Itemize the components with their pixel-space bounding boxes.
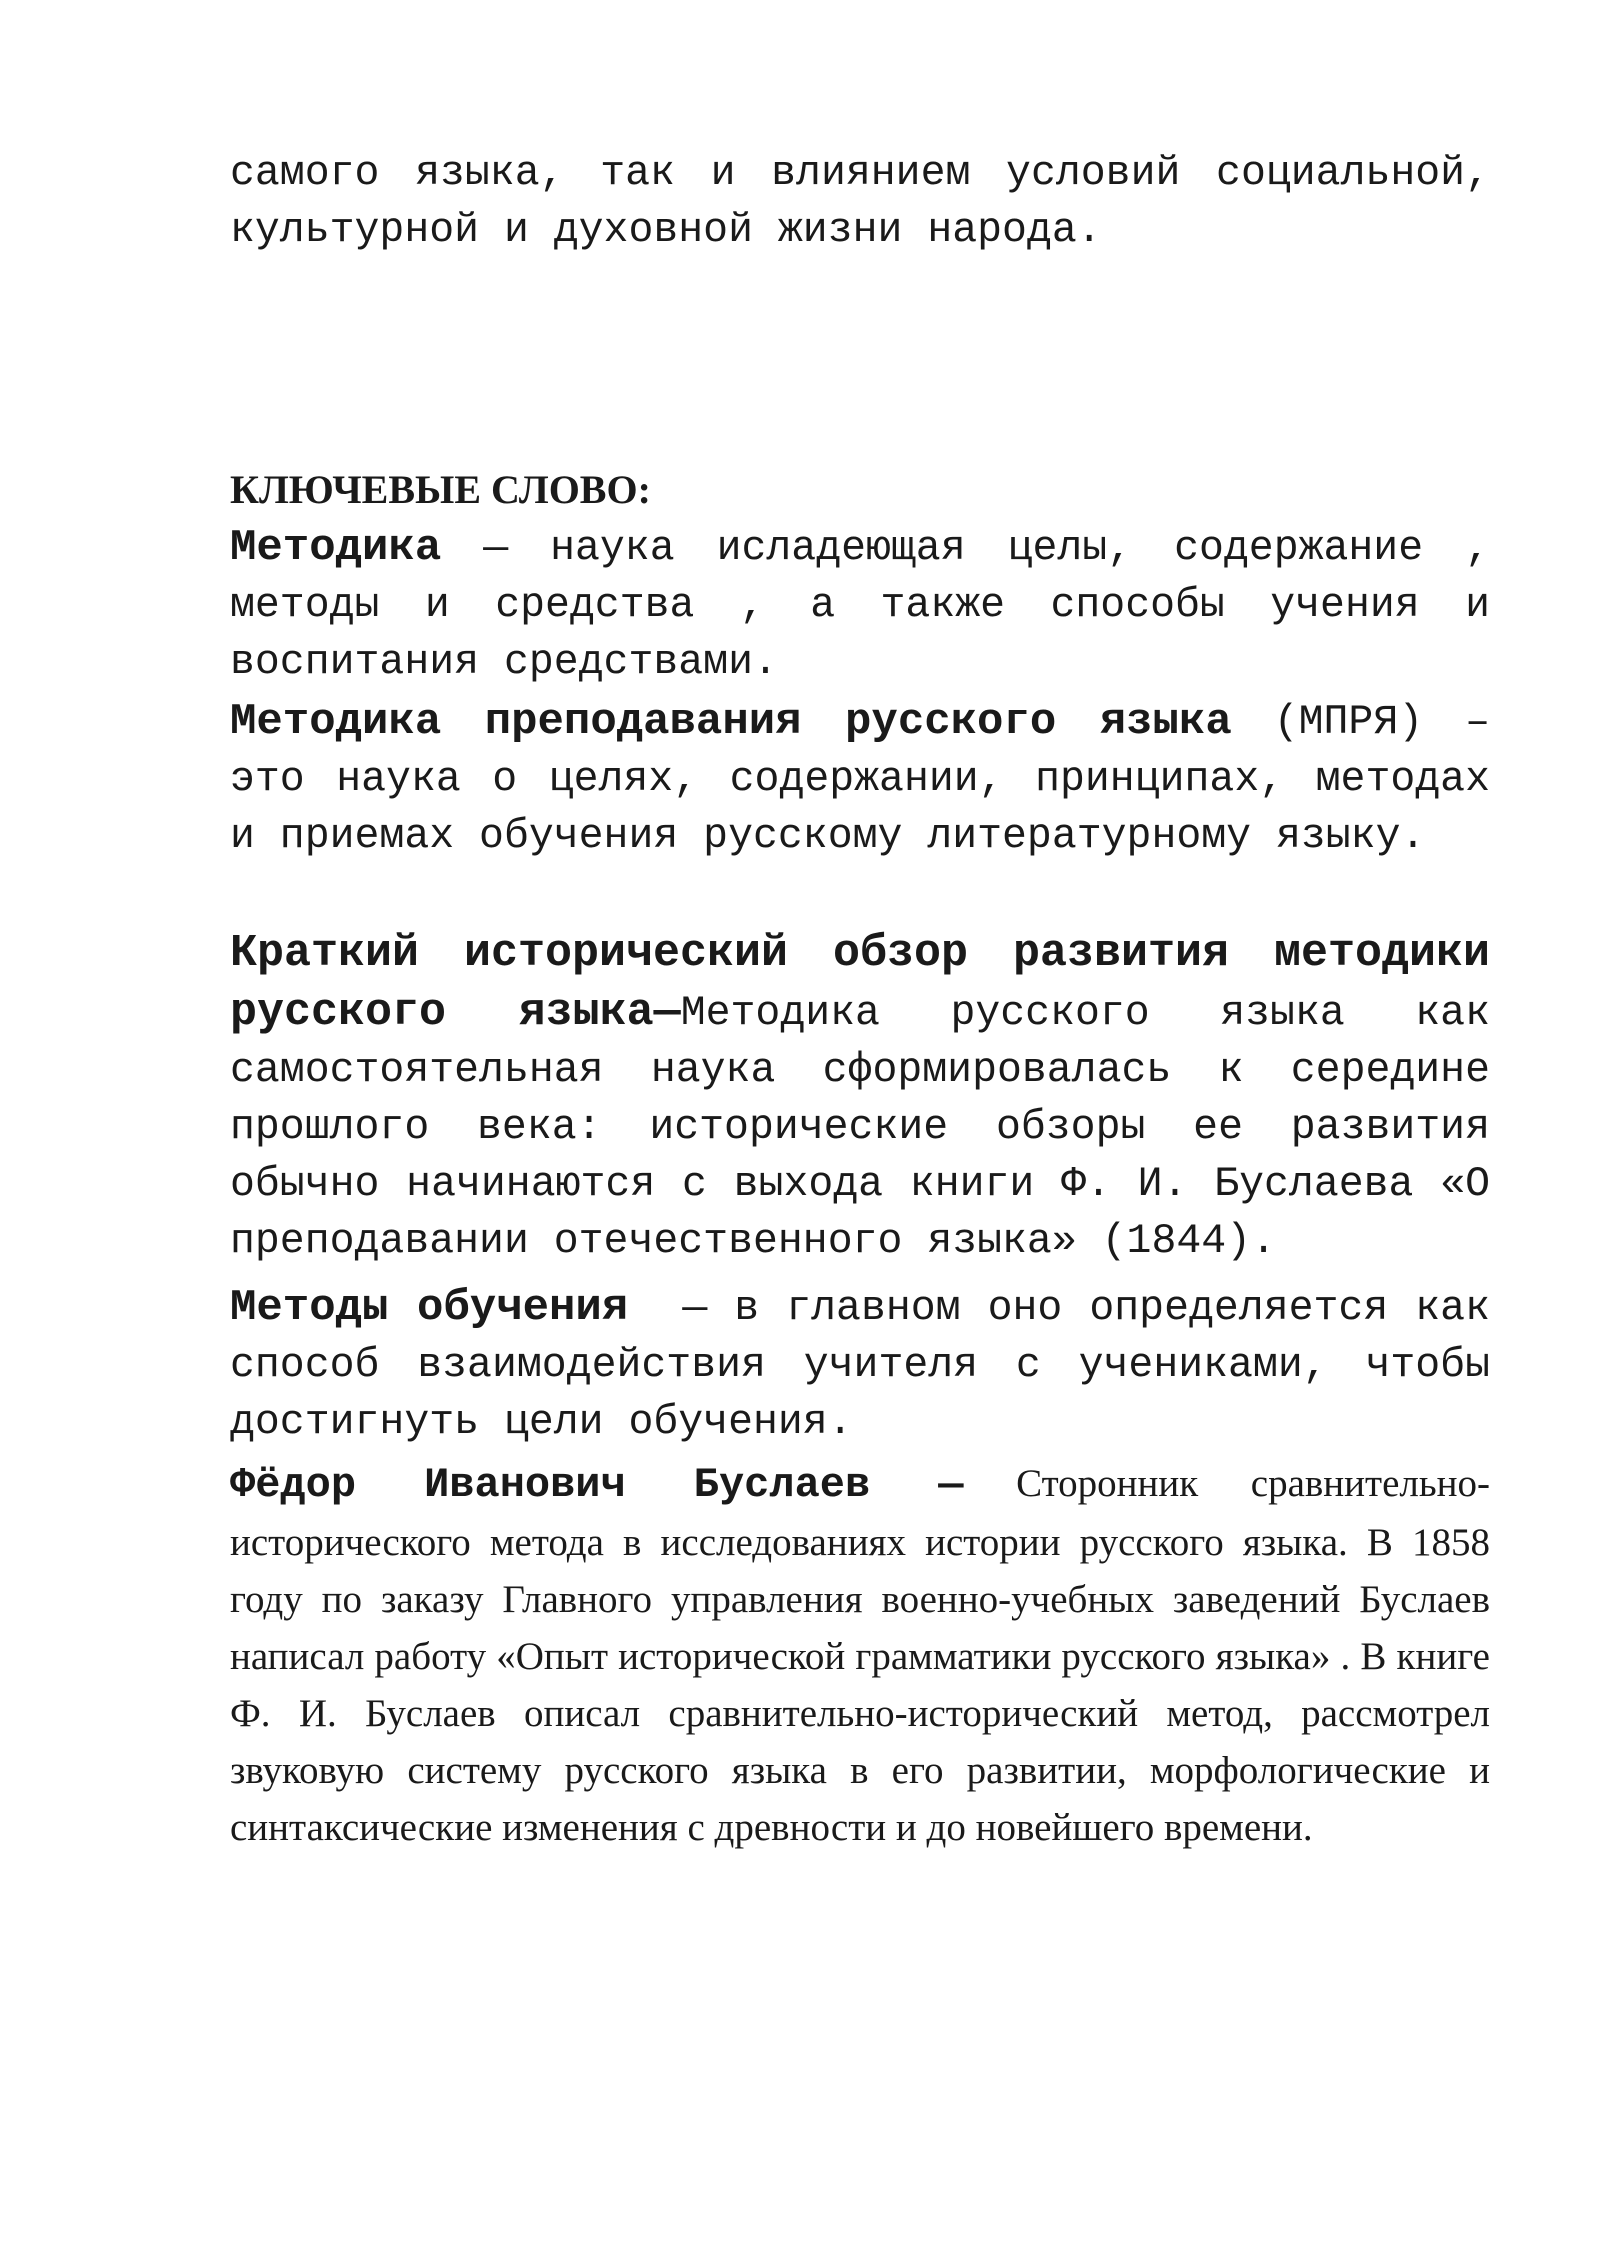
intro-paragraph: самого языка, так и влиянием условий социальной, культурной и духовной жизни народа.: [230, 150, 1490, 254]
term-buslaev: [230, 1455, 1490, 1856]
term-historical-overview: [230, 924, 1490, 1270]
term-body: [230, 984, 1490, 1270]
term-mprya: [230, 694, 1490, 865]
term-methodology: [230, 520, 1490, 691]
term-definition: (МПРЯ) – это наука о целях, содержании, принципах, методах и приемах обучения русскому литературному языку.: [230, 699, 1490, 860]
term-definition: — наука исладеющая целы, содержание , методы и средства , а также способы учения и воспитания средствами.: [230, 525, 1490, 686]
keywords-heading: КЛЮЧЕВЫЕ СЛОВО:: [230, 467, 651, 512]
term-definition: Методика русского языка как самостоятельная наука сформировалась к середине прошлого века: исторические обзоры ее развития обычно начинаются с выхода книги Ф. И. Буслаева «О преподавании отечественного языка» (1844).: [230, 990, 1490, 1265]
term-title-line-1: Краткий исторический обзор развития методики: [230, 928, 1490, 979]
term-title: Фёдор Иванович Буслаев —: [230, 1461, 964, 1509]
term-title-line-2: русского языка—: [230, 987, 681, 1038]
term-definition: — в главном оно определяется как способ взаимодействия учителя с учениками, чтобы достигнуть цели обучения.: [230, 1285, 1515, 1446]
term-title: Методика преподавания русского языка: [230, 697, 1232, 747]
term-teaching-methods: [230, 1280, 1515, 1451]
term-title: Методы обучения: [230, 1283, 629, 1333]
term-title: Методика: [230, 523, 442, 573]
term-definition: Сторонник сравнительно-исторического метода в исследованиях истории русского языка. В 1858 году по заказу Главного управления военно-учебных заведений Буслаев написал работу «Опыт исторической грамматики русского языка» . В книге Ф. И. Буслаев описал сравнительно-исторический метод, рассмотрел звуковую систему русского языка в его развитии, морфологические и синтаксические изменения с древности и до новейшего времени.: [230, 1462, 1491, 1849]
